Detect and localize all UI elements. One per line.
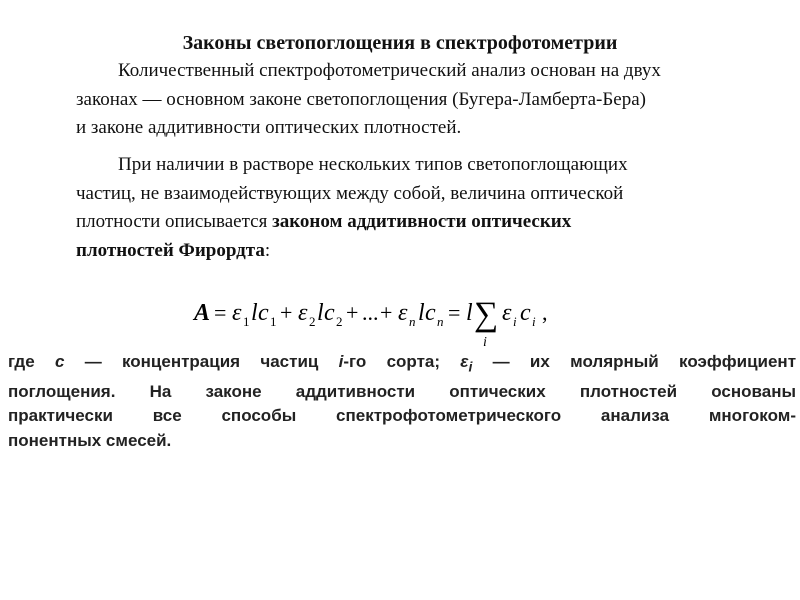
formula-sum-index: i <box>483 335 487 350</box>
formula-epsilon-n: ε <box>398 300 408 326</box>
paragraph-additivity <box>76 151 734 265</box>
formula-plus-3: + <box>380 300 393 325</box>
formula-c-i: c <box>520 300 531 326</box>
paragraph-additivity-line-2: частиц, не взаимодействующих между собой, величина оптической <box>76 182 624 204</box>
formula-c-1: c <box>258 300 269 326</box>
formula-sub-nb: n <box>437 314 444 329</box>
var-epsilon: ε <box>460 352 469 371</box>
paragraph-additivity-line-1: При наличии в растворе нескольких типов светопоглощающих <box>118 154 628 175</box>
formula-equals: = <box>214 300 227 325</box>
scanned-line-1-end: — их молярный коэффициент <box>472 352 797 371</box>
scanned-line-1 <box>8 350 796 380</box>
slide-title: Законы светопоглощения в спектрофотометрии <box>182 32 618 54</box>
scanned-line-4: понентных смесей. <box>8 430 172 450</box>
formula-l-2: l <box>317 300 324 326</box>
formula-l-sum: l <box>466 300 473 326</box>
vierordt-law-term-part-2: плотностей Фирордта <box>76 239 265 261</box>
formula-sub-1a: 1 <box>243 314 250 329</box>
formula-sub-ia: i <box>513 314 517 329</box>
formula-c-2: c <box>324 300 335 326</box>
formula-equals-2: = <box>448 300 461 325</box>
formula-epsilon-2: ε <box>298 300 308 326</box>
paragraph-additivity-line-3 <box>76 208 734 237</box>
formula-l-1: l <box>251 300 258 326</box>
paragraph-additivity-line-4 <box>76 237 734 266</box>
formula-sub-2b: 2 <box>336 314 343 329</box>
vierordt-law-term-part-1: законом аддитивности оптических <box>272 211 572 232</box>
paragraph-intro <box>76 57 734 143</box>
formula-c-n: c <box>425 300 436 326</box>
formula-epsilon-1: ε <box>232 300 242 326</box>
formula-epsilon-i: ε <box>502 300 512 326</box>
scanned-line-1-start: где <box>8 352 55 371</box>
colon: : <box>264 239 271 261</box>
formula-sub-ib: i <box>532 314 536 329</box>
formula-plus-1: + <box>280 300 293 325</box>
scanned-line-3: практически все способы спектрофотометрического анализа многоком- <box>8 406 796 426</box>
var-c: c <box>54 352 65 371</box>
scanned-line-1-sort: -го сорта; <box>343 352 461 371</box>
formula-dots: ... <box>362 300 379 325</box>
formula-sub-2a: 2 <box>309 314 316 329</box>
paragraph-intro-line-1: Количественный спектрофотометрический анализ основан на двух <box>118 60 661 81</box>
formula-sub-na: n <box>409 314 416 329</box>
scanned-line-2: поглощения. На законе аддитивности оптических плотностей основаны <box>8 381 796 401</box>
paragraph-intro-line-3: и законе аддитивности оптических плотностей. <box>76 117 462 138</box>
formula-sub-1b: 1 <box>270 314 277 329</box>
var-i: i <box>338 352 344 371</box>
scanned-line-1-mid: — концентрация частиц <box>64 352 339 371</box>
formula-comma: , <box>542 300 548 325</box>
scanned-text-block <box>8 350 796 453</box>
formula-A: A <box>194 300 211 326</box>
paragraph-intro-line-2: законах — основном законе светопоглощения (Бугера-Ламберта-Бера) <box>76 88 646 110</box>
paragraph-additivity-line-3-text: плотности описывается <box>76 211 273 232</box>
formula-l-n: l <box>418 300 425 326</box>
formula-sum-sign: ∑ <box>474 296 499 333</box>
vierordt-formula <box>190 290 590 354</box>
var-epsilon-sub: i <box>468 359 473 376</box>
formula-plus-2: + <box>346 300 359 325</box>
